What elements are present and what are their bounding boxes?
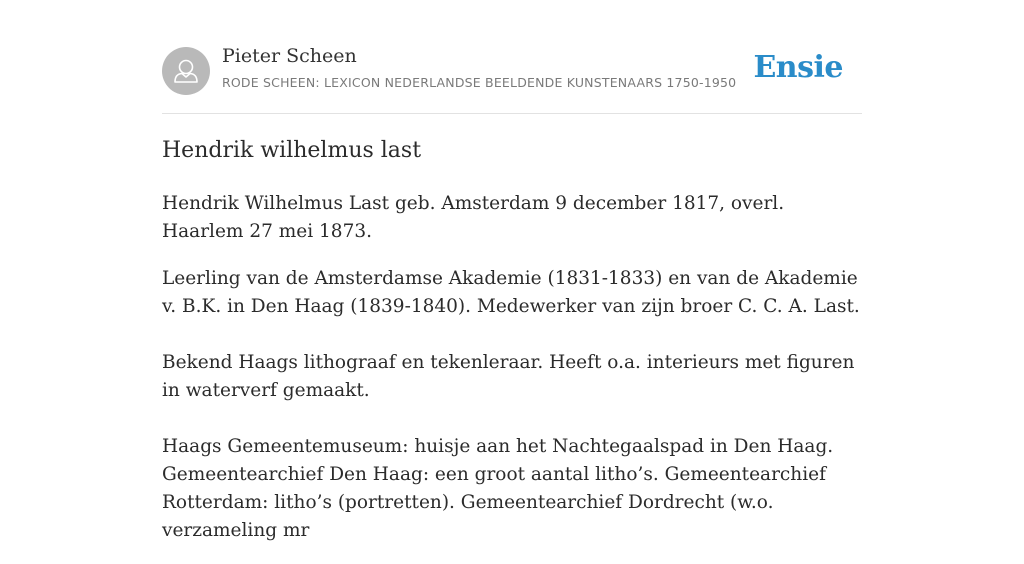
paragraph-collections: Haags Gemeentemuseum: huisje aan het Nachtegaalspad in Den Haag. Gemeentearchief Den Haag: een groot aantal litho’s. Gemeentearchief Rotterdam: litho’s (portretten). Gemeentearchief Dordrecht (w.o. verzameling mr	[162, 436, 834, 541]
paragraph-education: Leerling van de Amsterdamse Akademie (1831-1833) en van de Akademie v. B.K. in Den Haag (1839-1840). Medewerker van zijn broer C. C. A. Last.	[162, 268, 860, 317]
source-title[interactable]: RODE SCHEEN: LEXICON NEDERLANDSE BEELDENDE KUNSTENAARS 1750-1950	[222, 75, 737, 90]
author-name[interactable]: Pieter Scheen	[222, 45, 357, 67]
article-header	[162, 0, 862, 114]
article-title: Hendrik wilhelmus last	[162, 138, 422, 163]
paragraph-work: Bekend Haags lithograaf en tekenleraar. Heeft o.a. interieurs met figuren in waterverf gemaakt.	[162, 352, 855, 401]
paragraph-birth: Hendrik Wilhelmus Last geb. Amsterdam 9 december 1817, overl. Haarlem 27 mei 1873.	[162, 193, 785, 242]
article-container	[162, 0, 862, 541]
article-body	[162, 190, 862, 564]
user-silhouette-icon	[162, 47, 210, 95]
author-avatar[interactable]	[162, 47, 210, 95]
ensie-logo[interactable]: Ensie	[753, 50, 843, 85]
